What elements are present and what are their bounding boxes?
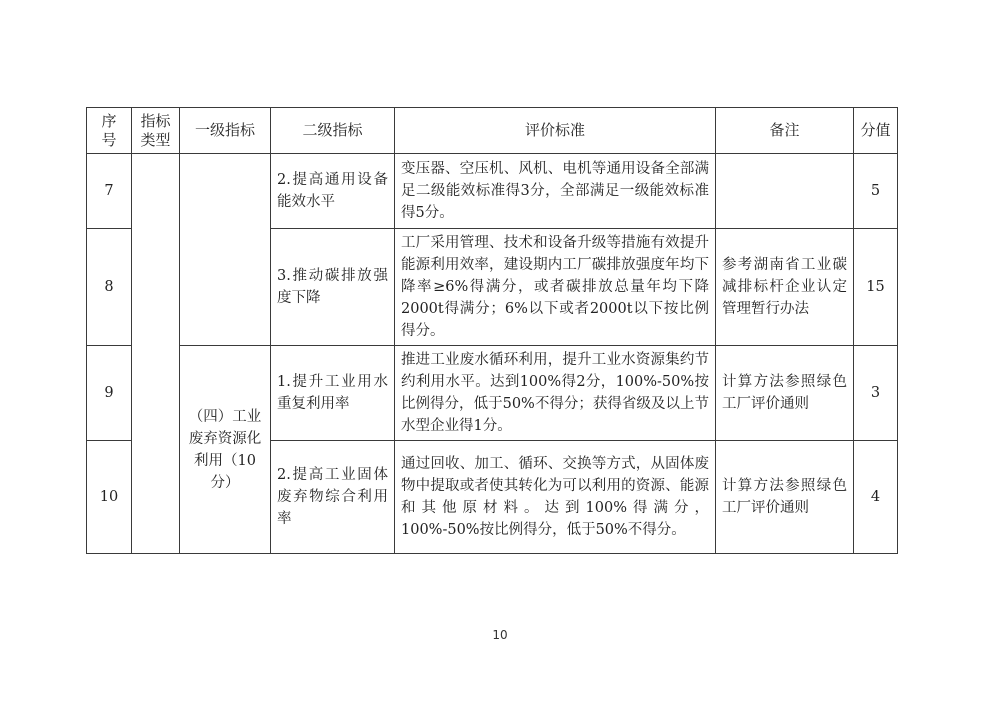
header-seq: 序号 [87, 108, 132, 154]
header-secondary-indicator: 二级指标 [271, 108, 395, 154]
header-criteria: 评价标准 [395, 108, 716, 154]
row-note: 计算方法参照绿色工厂评价通则 [716, 346, 854, 441]
primary-indicator-industrial-waste: （四）工业废弃资源化利用（10分） [180, 346, 271, 554]
row-secondary-indicator: 2.提高工业固体废弃物综合利用率 [271, 441, 395, 554]
row-note [716, 154, 854, 229]
table-row [87, 154, 898, 229]
evaluation-table [86, 107, 898, 554]
indicator-type-cell [132, 154, 180, 554]
row-score: 5 [854, 154, 898, 229]
row-score: 15 [854, 229, 898, 346]
header-primary-indicator: 一级指标 [180, 108, 271, 154]
row-note: 计算方法参照绿色工厂评价通则 [716, 441, 854, 554]
row-criteria: 工厂采用管理、技术和设备升级等措施有效提升能源利用效率，建设期内工厂碳排放强度年均下降率≥6%得满分，或者碳排放总量年均下降2000t得满分；6%以下或者2000t以下按比例得分。 [395, 229, 716, 346]
row-secondary-indicator: 3.推动碳排放强度下降 [271, 229, 395, 346]
header-score: 分值 [854, 108, 898, 154]
row-score: 4 [854, 441, 898, 554]
primary-indicator-cell [180, 154, 271, 346]
row-secondary-indicator: 1.提升工业用水重复利用率 [271, 346, 395, 441]
row-seq: 10 [87, 441, 132, 554]
row-seq: 9 [87, 346, 132, 441]
header-indicator-type: 指标类型 [132, 108, 180, 154]
table-row [87, 346, 898, 441]
row-note: 参考湖南省工业碳减排标杆企业认定管理暂行办法 [716, 229, 854, 346]
row-criteria: 变压器、空压机、风机、电机等通用设备全部满足二级能效标准得3分，全部满足一级能效标准得5分。 [395, 154, 716, 229]
header-note: 备注 [716, 108, 854, 154]
row-seq: 7 [87, 154, 132, 229]
row-criteria: 推进工业废水循环利用，提升工业水资源集约节约利用水平。达到100%得2分，100%-50%按比例得分，低于50%不得分；获得省级及以上节水型企业得1分。 [395, 346, 716, 441]
header-row [87, 108, 898, 154]
page-number: 10 [492, 628, 508, 642]
row-criteria: 通过回收、加工、循环、交换等方式，从固体废物中提取或者使其转化为可以利用的资源、能源和其他原材料。达到100%得满分，100%-50%按比例得分，低于50%不得分。 [395, 441, 716, 554]
row-secondary-indicator: 2.提高通用设备能效水平 [271, 154, 395, 229]
row-score: 3 [854, 346, 898, 441]
row-seq: 8 [87, 229, 132, 346]
